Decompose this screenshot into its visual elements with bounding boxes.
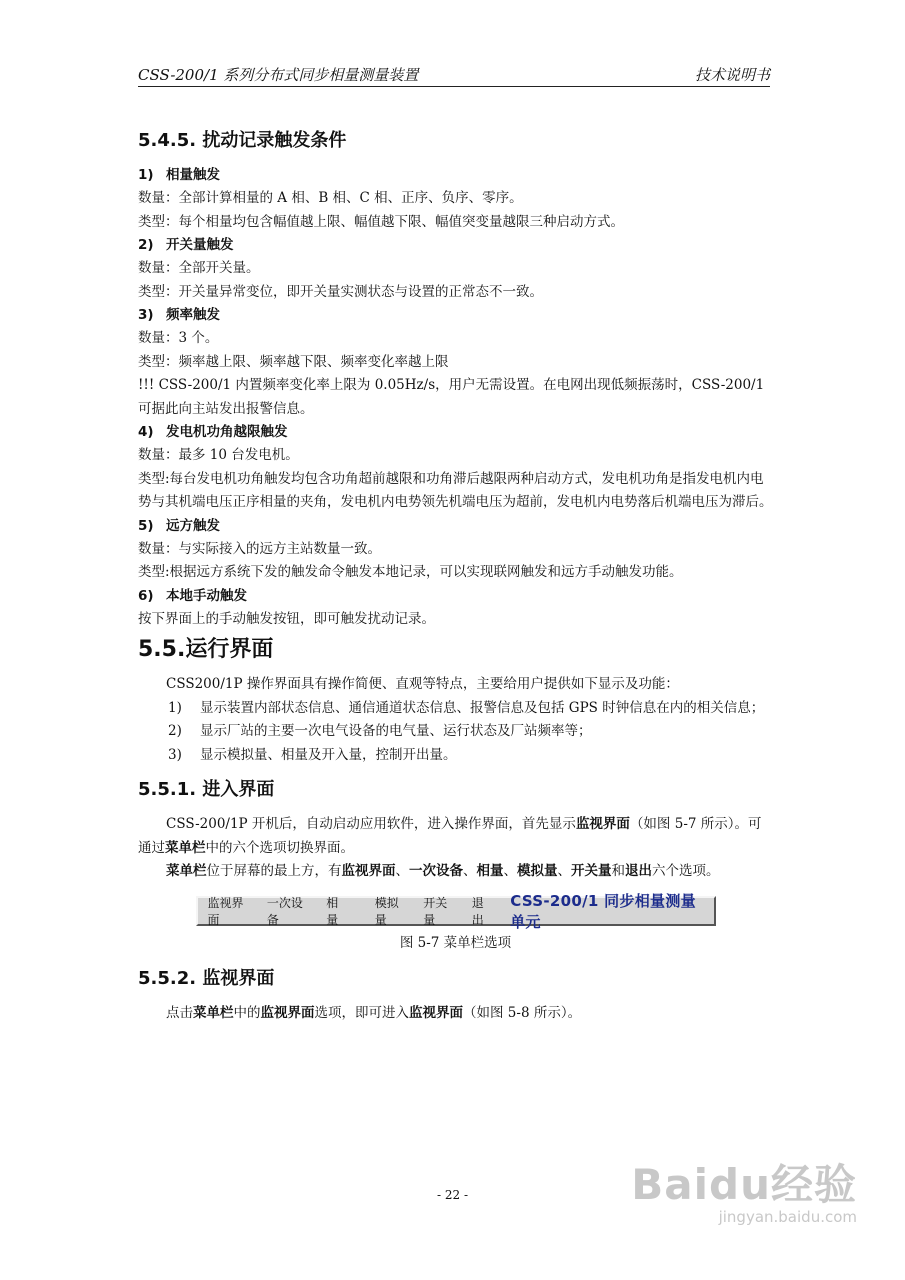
text-run: 和	[611, 863, 625, 879]
section-title-5-5-2: 5.5.2. 监视界面	[138, 967, 275, 989]
bold-term: 监视界面	[575, 816, 630, 832]
item-title: 相量触发	[166, 167, 220, 183]
bold-term: 监视界面	[409, 1004, 463, 1021]
bold-term: 监视界面	[260, 1004, 315, 1021]
item-title: 频率触发	[166, 307, 220, 323]
text-run: CSS-200/1P 开机后，自动启动应用软件，进入操作界面，首先显示	[166, 816, 576, 832]
item-title: 本地手动触发	[166, 587, 247, 604]
list-text: 显示厂站的主要一次电气设备的电气量、运行状态及厂站频率等；	[200, 723, 592, 739]
list-number: 2)	[168, 723, 182, 739]
item-title: 发电机功角越限触发	[166, 424, 288, 440]
item-line: 数量：最多 10 台发电机。	[138, 447, 299, 463]
list-item	[138, 720, 773, 744]
page-content	[138, 128, 773, 1025]
section-title-5-5: 5.5.运行界面	[138, 637, 274, 662]
section-title-5-4-5: 5.4.5. 扰动记录触发条件	[138, 130, 347, 151]
item-number: 3)	[138, 307, 154, 323]
trigger-item	[138, 164, 773, 234]
trigger-item	[138, 304, 773, 421]
list-number: 1)	[168, 699, 182, 716]
text-run: 、	[463, 863, 477, 879]
trigger-item	[138, 234, 773, 304]
text-run: （如图 5-7 所示）。可通过	[138, 816, 762, 856]
item-number: 1)	[138, 167, 154, 183]
text-run: 中的	[233, 1004, 261, 1021]
list-text: 显示装置内部状态信息、通信通道状态信息、报警信息及包括 GPS 时钟信息在内的相关信息；	[200, 699, 765, 716]
item-line: 按下界面上的手动触发按钮，即可触发扰动记录。	[138, 610, 435, 627]
text-run: 中的六个选项切换界面。	[205, 839, 354, 856]
text-run: 、	[557, 863, 571, 879]
text-run: 点击	[166, 1004, 193, 1021]
bold-term: 监视界面	[341, 863, 396, 879]
item-line: 类型：开关量异常变位，即开关量实测状态与设置的正常态不一致。	[138, 283, 543, 300]
menu-item-switch[interactable]: 开关量	[423, 895, 448, 927]
section-title-5-5-1: 5.5.1. 进入界面	[138, 779, 275, 800]
menu-item-monitor[interactable]: 监视界面	[207, 895, 244, 927]
text-run: （如图 5-8 所示）。	[463, 1004, 582, 1021]
list-number: 3)	[168, 746, 182, 763]
bold-term: 菜单栏	[165, 839, 206, 856]
menu-item-phasor[interactable]: 相 量	[326, 895, 351, 927]
menu-item-primary-equipment[interactable]: 一次设备	[266, 895, 303, 927]
paragraph-menubar	[138, 860, 773, 884]
menubar-brand: CSS-200/1 同步相量测量单元	[510, 891, 696, 931]
watermark-logo: Baidu经验	[631, 1160, 857, 1209]
text-run: 选项，即可进入	[314, 1004, 409, 1021]
page-number: - 22 -	[436, 1188, 468, 1202]
item-line: 数量：3 个。	[138, 330, 219, 346]
list-item	[138, 697, 773, 721]
list-item	[138, 744, 773, 768]
trigger-item	[138, 515, 773, 585]
item-number: 5)	[138, 517, 154, 534]
figure-caption: 图 5-7 菜单栏选项	[399, 934, 512, 951]
trigger-item	[138, 585, 773, 632]
item-line: 类型:每台发电机功角触发均包含功角超前越限和功角滞后越限两种启动方式，发电机功角是指发电机内电势与其机端电压正序相量的夹角，发电机内电势领先机端电压为超前，发电机内电势落后机端电压为滞后。	[138, 470, 773, 510]
bold-term: 菜单栏	[166, 863, 207, 879]
bold-term: 相量	[476, 863, 504, 879]
watermark-url: jingyan.baidu.com	[718, 1208, 857, 1226]
section-intro: CSS200/1P 操作界面具有操作简便、直观等特点，主要给用户提供如下显示及功能：	[166, 676, 679, 692]
watermark	[631, 1152, 857, 1226]
item-line: 数量：全部计算相量的 A 相、B 相、C 相、正序、负序、零序。	[138, 190, 523, 206]
text-run: 六个选项。	[652, 863, 720, 879]
item-title: 远方触发	[166, 517, 220, 534]
text-run: 、	[503, 863, 517, 879]
paragraph-enter-interface	[138, 813, 773, 860]
header-doc-type: 技术说明书	[694, 66, 770, 84]
item-line: !!! CSS-200/1 内置频率变化率上限为 0.05Hz/s，用户无需设置。在电网出现低频振荡时，CSS-200/1 可据此向主站发出报警信息。	[138, 377, 765, 417]
menubar-figure	[196, 891, 716, 931]
item-line: 数量：全部开关量。	[138, 260, 260, 276]
text-run: 位于屏幕的最上方，有	[206, 863, 342, 879]
bold-term: 一次设备	[409, 863, 463, 879]
item-line: 类型:根据远方系统下发的触发命令触发本地记录，可以实现联网触发和远方手动触发功能。	[138, 564, 683, 580]
paragraph-monitor-interface	[138, 1002, 773, 1026]
bold-term: 菜单栏	[193, 1004, 234, 1021]
item-line: 类型：每个相量均包含幅值越上限、幅值越下限、幅值突变量越限三种启动方式。	[138, 213, 624, 230]
bold-term: 开关量	[571, 863, 612, 879]
bold-term: 模拟量	[517, 863, 558, 879]
item-number: 4)	[138, 424, 154, 440]
list-text: 显示模拟量、相量及开入量，控制开出量。	[200, 746, 457, 763]
item-number: 2)	[138, 237, 154, 253]
menu-item-exit[interactable]: 退 出	[471, 895, 496, 927]
item-line: 数量：与实际接入的远方主站数量一致。	[138, 540, 381, 557]
menu-item-analog[interactable]: 模拟量	[374, 895, 399, 927]
item-number: 6)	[138, 587, 154, 604]
item-title: 开关量触发	[166, 237, 234, 253]
item-line: 类型：频率越上限、频率越下限、频率变化率越上限	[138, 353, 449, 370]
header-doc-title: CSS-200/1 系列分布式同步相量测量装置	[138, 66, 419, 84]
text-run: 、	[395, 863, 409, 879]
trigger-item	[138, 421, 773, 515]
page-header	[138, 64, 770, 87]
bold-term: 退出	[625, 863, 652, 879]
